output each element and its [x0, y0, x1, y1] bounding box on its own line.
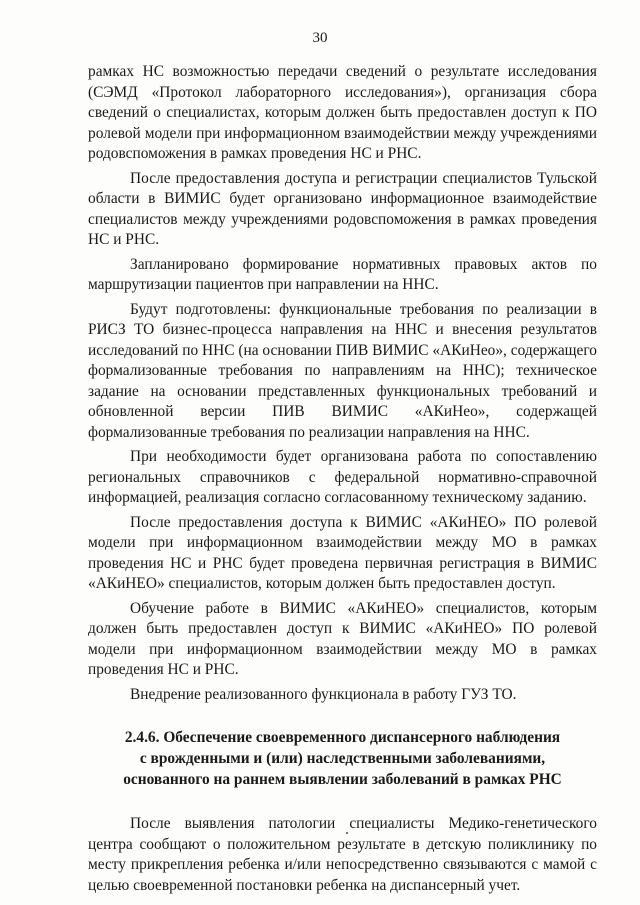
paragraph: Внедрение реализованного функционала в работу ГУЗ ТО.: [130, 685, 517, 703]
paragraph: При необходимости будет организована работа по сопоставлению региональных справочников с федеральной нормативно-справочной информацией, реализация согласно согласованному техническому заданию.: [88, 448, 597, 506]
paragraph: Обучение работе в ВИМИС «АКиНЕО» специалистов, которым должен быть предоставлен доступ к ВИМИС «АКиНЕО» ПО ролевой модели при информационном взаимодействии между МО в рамках проведения НС и РНС.: [88, 599, 597, 678]
paragraph: После предоставления доступа к ВИМИС «АКиНЕО» ПО ролевой модели при информационном взаимодействии между МО в рамках проведения НС и РНС будет проведена первичная регистрация в ВИМИС «АКиНЕО» специалистов, которым должен быть предоставлен доступ.: [88, 513, 597, 592]
paragraph: Будут подготовлены: функциональные требования по реализации в РИСЗ ТО бизнес-процесса направления на ННС и внесения результатов исследований по ННС (на основании ПИВ ВИМИС «АКиНео», содержащего формализованные требования по направлениям на ННС); техническое задание на основании представленных функциональных требований и обновленной версии ПИВ ВИМИС «АКиНео», содержащей формализованные требования по реализации направления на ННС.: [88, 300, 597, 441]
page-number: 30: [312, 30, 328, 46]
paragraph: После выявления патологии специалисты Медико-генетического центра сообщают о положительном результате в детскую поликлинику по месту прикрепления ребенка и/или непосредственно связываются с мамой с целью своевременной постановки ребенка на диспансерный учет.: [88, 815, 597, 894]
scan-speck: [346, 832, 348, 834]
paragraph: Запланировано формирование нормативных правовых актов по маршрутизации пациентов при направлении на ННС.: [88, 255, 597, 293]
document-body: [88, 62, 597, 900]
section-heading-line: основанного на раннем выявлении заболеваний в рамках РНС: [123, 771, 562, 788]
section-heading-line: с врожденными и (или) наследственными заболеваниями,: [139, 750, 546, 767]
paragraph: После предоставления доступа и регистрации специалистов Тульской области в ВИМИС будет организовано информационное взаимодействие специалистов между учреждениями родовспоможения в рамках проведения НС и РНС.: [88, 169, 597, 248]
section-heading-line: 2.4.6. Обеспечение своевременного диспансерного наблюдения: [124, 729, 561, 746]
paragraph: рамках НС возможностью передачи сведений о результате исследования (СЭМД «Протокол лабораторного исследования»), организация сбора сведений о специалистах, которым должен быть предоставлен доступ к ПО ролевой модели при информационном взаимодействии между учреждениями родовспоможения в рамках проведения НС и РНС.: [88, 63, 597, 162]
section-heading: [88, 727, 597, 790]
